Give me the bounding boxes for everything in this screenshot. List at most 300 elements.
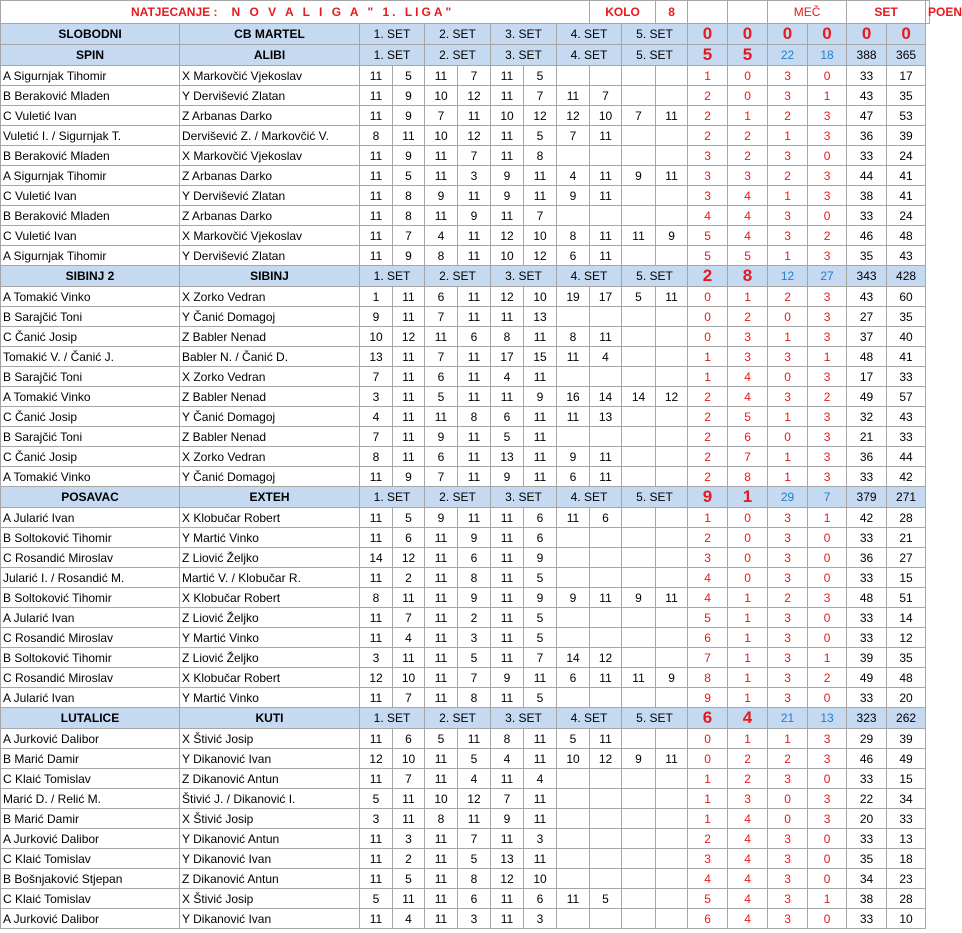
set-score: 11 <box>590 588 622 608</box>
set-score: 3 <box>393 829 425 849</box>
set-score: 9 <box>491 809 524 829</box>
set-score: 11 <box>425 648 458 668</box>
points-home: 36 <box>847 126 887 146</box>
points-away: 35 <box>887 307 926 327</box>
home-player: B Beraković Mladen <box>1 86 180 106</box>
set-score <box>656 528 688 548</box>
away-player: Z Babler Nenad <box>180 427 360 447</box>
table-row <box>1 387 930 407</box>
away-player: Y Čanić Domagoj <box>180 307 360 327</box>
set-score-home: 3 <box>768 66 808 86</box>
set-score: 9 <box>458 528 491 548</box>
set-score <box>622 508 656 528</box>
points-away: 12 <box>887 628 926 648</box>
set-score <box>622 789 656 809</box>
set-score: 11 <box>458 387 491 407</box>
points-away: 48 <box>887 668 926 688</box>
set-score: 6 <box>524 508 557 528</box>
match-score-away: 1 <box>728 287 768 307</box>
points-away: 43 <box>887 246 926 266</box>
match-score-home: 4 <box>688 206 728 226</box>
away-player: Y Čanić Domagoj <box>180 467 360 487</box>
points-away: 21 <box>887 528 926 548</box>
home-player: B Sarajčić Toni <box>1 307 180 327</box>
match-score-home: 3 <box>688 146 728 166</box>
set-score: 11 <box>524 749 557 769</box>
set-score: 11 <box>656 287 688 307</box>
match-score-away: 2 <box>728 769 768 789</box>
set-header: 5. SET <box>622 45 688 66</box>
set-home-total: 22 <box>768 45 808 66</box>
points-away: 39 <box>887 729 926 749</box>
set-score <box>590 548 622 568</box>
set-score <box>622 909 656 929</box>
set-score <box>557 909 590 929</box>
match-away-total: 4 <box>728 708 768 729</box>
set-score: 9 <box>656 668 688 688</box>
points-away: 48 <box>887 226 926 246</box>
set-score-home: 3 <box>768 688 808 708</box>
set-score <box>590 628 622 648</box>
set-score: 9 <box>425 427 458 447</box>
points-away: 33 <box>887 427 926 447</box>
set-score <box>622 769 656 789</box>
table-row <box>1 447 930 467</box>
set-home-total: 0 <box>768 24 808 45</box>
set-score: 11 <box>491 648 524 668</box>
set-score <box>656 126 688 146</box>
set-score: 11 <box>425 749 458 769</box>
match-home-total: 5 <box>688 45 728 66</box>
set-score <box>590 688 622 708</box>
home-player: C Rosandić Miroslav <box>1 668 180 688</box>
points-away-total: 262 <box>887 708 926 729</box>
set-score-away: 0 <box>808 688 847 708</box>
table-row <box>1 246 930 266</box>
points-home: 27 <box>847 307 887 327</box>
match-score-away: 4 <box>728 809 768 829</box>
set-score-away: 3 <box>808 166 847 186</box>
set-score-home: 2 <box>768 287 808 307</box>
match-score-home: 4 <box>688 568 728 588</box>
set-score: 4 <box>524 769 557 789</box>
set-score: 9 <box>393 246 425 266</box>
home-team: SLOBODNI <box>1 24 180 45</box>
set-header: 3. SET <box>491 45 557 66</box>
set-header: 3. SET <box>491 266 557 287</box>
set-score: 3 <box>524 829 557 849</box>
away-player: Y Martić Vinko <box>180 528 360 548</box>
home-player: B Beraković Mladen <box>1 146 180 166</box>
set-header: 1. SET <box>360 487 425 508</box>
away-player: Z Arbanas Darko <box>180 106 360 126</box>
match-score-away: 0 <box>728 86 768 106</box>
points-away: 14 <box>887 608 926 628</box>
set-score: 7 <box>557 126 590 146</box>
set-score: 14 <box>360 548 393 568</box>
points-home: 46 <box>847 749 887 769</box>
set-score-home: 2 <box>768 106 808 126</box>
set-score <box>656 186 688 206</box>
set-score: 5 <box>557 729 590 749</box>
set-header: 4. SET <box>557 487 622 508</box>
points-home: 21 <box>847 427 887 447</box>
set-score <box>656 86 688 106</box>
set-score <box>557 66 590 86</box>
points-away: 13 <box>887 829 926 849</box>
set-score: 12 <box>491 287 524 307</box>
points-away: 41 <box>887 347 926 367</box>
set-score: 12 <box>524 246 557 266</box>
set-score-home: 1 <box>768 729 808 749</box>
away-player: Y Dikanović Ivan <box>180 749 360 769</box>
set-score: 7 <box>425 106 458 126</box>
set-score: 9 <box>425 186 458 206</box>
home-player: C Vuletić Ivan <box>1 106 180 126</box>
set-away-total: 0 <box>808 24 847 45</box>
set-score: 7 <box>524 86 557 106</box>
set-score: 11 <box>425 909 458 929</box>
points-away: 24 <box>887 146 926 166</box>
set-score-home: 3 <box>768 769 808 789</box>
set-score: 11 <box>360 849 393 869</box>
table-row <box>1 568 930 588</box>
set-score-away: 0 <box>808 568 847 588</box>
set-header: 2. SET <box>425 708 491 729</box>
set-score: 11 <box>590 668 622 688</box>
set-score: 11 <box>491 568 524 588</box>
set-score: 11 <box>360 508 393 528</box>
set-score: 10 <box>524 869 557 889</box>
set-home-total: 21 <box>768 708 808 729</box>
set-score-home: 1 <box>768 447 808 467</box>
set-score: 9 <box>491 668 524 688</box>
match-score-home: 3 <box>688 186 728 206</box>
set-score <box>622 427 656 447</box>
table-row <box>1 789 930 809</box>
away-player: Z Arbanas Darko <box>180 206 360 226</box>
set-header: 5. SET <box>622 266 688 287</box>
set-away-total: 27 <box>808 266 847 287</box>
set-score: 11 <box>360 467 393 487</box>
set-score <box>622 869 656 889</box>
set-score-away: 3 <box>808 407 847 427</box>
away-player: Z Dikanović Antun <box>180 769 360 789</box>
points-away: 15 <box>887 769 926 789</box>
table-row <box>1 909 930 929</box>
set-score-home: 3 <box>768 226 808 246</box>
set-score: 6 <box>524 889 557 909</box>
points-home: 20 <box>847 809 887 829</box>
set-score: 11 <box>425 668 458 688</box>
points-away: 53 <box>887 106 926 126</box>
set-score <box>557 568 590 588</box>
away-team: SIBINJ <box>180 266 360 287</box>
set-score: 10 <box>491 246 524 266</box>
set-score-away: 3 <box>808 327 847 347</box>
points-home: 33 <box>847 608 887 628</box>
set-score: 10 <box>524 226 557 246</box>
set-header: 5. SET <box>622 708 688 729</box>
points-away: 17 <box>887 66 926 86</box>
set-score: 11 <box>360 829 393 849</box>
home-player: B Bošnjaković Stjepan <box>1 869 180 889</box>
round-label: KOLO <box>590 1 656 24</box>
away-player: Z Liović Željko <box>180 548 360 568</box>
set-score-away: 0 <box>808 628 847 648</box>
set-score <box>656 909 688 929</box>
points-away: 39 <box>887 126 926 146</box>
points-away: 34 <box>887 789 926 809</box>
set-score <box>590 608 622 628</box>
set-score: 11 <box>524 789 557 809</box>
match-score-away: 4 <box>728 909 768 929</box>
set-score: 11 <box>425 849 458 869</box>
table-row <box>1 146 930 166</box>
away-player: Y Dervišević Zlatan <box>180 186 360 206</box>
set-score: 9 <box>524 548 557 568</box>
points-away: 24 <box>887 206 926 226</box>
set-score: 10 <box>425 126 458 146</box>
set-score: 11 <box>491 206 524 226</box>
set-score: 6 <box>425 287 458 307</box>
table-row <box>1 628 930 648</box>
set-score <box>656 66 688 86</box>
points-home-total: 388 <box>847 45 887 66</box>
away-team: ALIBI <box>180 45 360 66</box>
match-score-away: 0 <box>728 568 768 588</box>
match-score-away: 3 <box>728 327 768 347</box>
set-score: 9 <box>622 749 656 769</box>
set-score: 8 <box>491 327 524 347</box>
match-score-away: 1 <box>728 729 768 749</box>
match-score-away: 1 <box>728 106 768 126</box>
points-away: 43 <box>887 407 926 427</box>
set-score: 11 <box>524 427 557 447</box>
points-away: 23 <box>887 869 926 889</box>
set-score: 7 <box>458 146 491 166</box>
set-score: 6 <box>458 548 491 568</box>
set-score: 12 <box>656 387 688 407</box>
set-score-away: 3 <box>808 186 847 206</box>
match-score-home: 2 <box>688 387 728 407</box>
match-score-home: 6 <box>688 909 728 929</box>
points-home: 29 <box>847 729 887 749</box>
table-row <box>1 829 930 849</box>
set-score-home: 3 <box>768 869 808 889</box>
match-away-total: 1 <box>728 487 768 508</box>
set-score-home: 1 <box>768 246 808 266</box>
set-score <box>557 688 590 708</box>
set-score-away: 3 <box>808 427 847 447</box>
set-score: 11 <box>524 166 557 186</box>
set-score: 11 <box>425 206 458 226</box>
set-score: 11 <box>524 407 557 427</box>
set-score: 12 <box>590 648 622 668</box>
points-home: 49 <box>847 387 887 407</box>
set-score <box>656 608 688 628</box>
set-score: 2 <box>393 849 425 869</box>
set-score: 8 <box>458 407 491 427</box>
points-home: 33 <box>847 146 887 166</box>
set-score: 11 <box>491 628 524 648</box>
set-score <box>557 528 590 548</box>
set-score: 4 <box>425 226 458 246</box>
set-score <box>622 86 656 106</box>
set-score: 8 <box>360 588 393 608</box>
set-score: 11 <box>360 246 393 266</box>
set-score <box>622 327 656 347</box>
match-score-home: 9 <box>688 688 728 708</box>
set-away-total: 7 <box>808 487 847 508</box>
set-score <box>590 528 622 548</box>
points-home: 33 <box>847 568 887 588</box>
set-score: 13 <box>590 407 622 427</box>
set-score: 5 <box>425 387 458 407</box>
away-player: X Štivić Josip <box>180 729 360 749</box>
set-score: 11 <box>360 186 393 206</box>
set-away-total: 18 <box>808 45 847 66</box>
set-header: 2. SET <box>425 487 491 508</box>
match-score-home: 1 <box>688 508 728 528</box>
set-score-home: 0 <box>768 307 808 327</box>
round-number: 8 <box>656 1 688 24</box>
match-home-total: 6 <box>688 708 728 729</box>
set-score <box>656 648 688 668</box>
match-score-home: 2 <box>688 126 728 146</box>
match-score-home: 0 <box>688 287 728 307</box>
set-header: 5. SET <box>622 487 688 508</box>
set-score: 10 <box>491 106 524 126</box>
set-score: 8 <box>557 226 590 246</box>
match-score-home: 0 <box>688 749 728 769</box>
set-score: 3 <box>360 648 393 668</box>
set-score: 11 <box>524 849 557 869</box>
match-score-away: 8 <box>728 467 768 487</box>
set-score-away: 1 <box>808 86 847 106</box>
set-score: 8 <box>524 146 557 166</box>
set-score-away: 3 <box>808 467 847 487</box>
points-away: 42 <box>887 467 926 487</box>
set-score-home: 0 <box>768 809 808 829</box>
set-score: 6 <box>425 367 458 387</box>
set-score: 11 <box>491 86 524 106</box>
set-score <box>656 688 688 708</box>
set-score-away: 3 <box>808 246 847 266</box>
home-player: C Vuletić Ivan <box>1 186 180 206</box>
match-score-home: 2 <box>688 86 728 106</box>
set-label: SET <box>847 1 926 24</box>
set-score: 3 <box>524 909 557 929</box>
set-score: 11 <box>360 86 393 106</box>
set-score <box>590 307 622 327</box>
table-row <box>1 889 930 909</box>
home-player: B Sarajčić Toni <box>1 427 180 447</box>
set-score-home: 3 <box>768 849 808 869</box>
set-home-total: 29 <box>768 487 808 508</box>
set-score: 19 <box>557 287 590 307</box>
set-score: 10 <box>393 749 425 769</box>
match-score-home: 1 <box>688 367 728 387</box>
set-score <box>557 869 590 889</box>
set-score: 11 <box>656 106 688 126</box>
set-header: 2. SET <box>425 24 491 45</box>
set-header: 5. SET <box>622 24 688 45</box>
set-header: 1. SET <box>360 266 425 287</box>
away-player: X Klobučar Robert <box>180 668 360 688</box>
set-score: 8 <box>360 126 393 146</box>
set-score-away: 3 <box>808 367 847 387</box>
match-home-total: 9 <box>688 487 728 508</box>
set-score: 9 <box>393 146 425 166</box>
match-score-home: 2 <box>688 407 728 427</box>
set-score <box>656 769 688 789</box>
set-score: 5 <box>458 648 491 668</box>
home-player: B Soltoković Tihomir <box>1 588 180 608</box>
set-score: 5 <box>524 126 557 146</box>
set-header: 1. SET <box>360 45 425 66</box>
set-score: 13 <box>360 347 393 367</box>
table-row <box>1 427 930 447</box>
table-row <box>1 528 930 548</box>
set-score: 11 <box>491 688 524 708</box>
set-header: 2. SET <box>425 266 491 287</box>
set-score: 11 <box>360 909 393 929</box>
set-score <box>622 849 656 869</box>
set-score <box>656 889 688 909</box>
set-score <box>656 447 688 467</box>
title-row <box>1 1 930 24</box>
set-score: 12 <box>590 749 622 769</box>
set-score: 11 <box>360 528 393 548</box>
set-score: 11 <box>360 568 393 588</box>
set-score <box>656 829 688 849</box>
set-score <box>622 628 656 648</box>
table-row <box>1 186 930 206</box>
match-score-home: 2 <box>688 427 728 447</box>
table-row <box>1 508 930 528</box>
set-score: 10 <box>590 106 622 126</box>
table-row <box>1 86 930 106</box>
match-score-home: 0 <box>688 729 728 749</box>
table-row <box>1 688 930 708</box>
set-score: 4 <box>491 749 524 769</box>
set-score <box>622 568 656 588</box>
match-score-away: 1 <box>728 608 768 628</box>
empty-cell <box>728 1 768 24</box>
set-score-home: 1 <box>768 407 808 427</box>
points-away-total: 365 <box>887 45 926 66</box>
match-score-home: 1 <box>688 769 728 789</box>
set-score-home: 3 <box>768 889 808 909</box>
points-home: 33 <box>847 769 887 789</box>
set-score <box>656 367 688 387</box>
set-score: 11 <box>524 809 557 829</box>
set-score: 11 <box>458 307 491 327</box>
set-score: 8 <box>557 327 590 347</box>
set-score-away: 0 <box>808 206 847 226</box>
set-score: 10 <box>425 789 458 809</box>
set-score <box>557 809 590 829</box>
set-score <box>590 206 622 226</box>
league-name: N O V A L I G A " 1. LIGA" <box>231 5 455 19</box>
set-score <box>656 849 688 869</box>
set-score: 17 <box>590 287 622 307</box>
set-score: 11 <box>491 126 524 146</box>
set-score: 9 <box>491 186 524 206</box>
set-score <box>557 769 590 789</box>
set-score: 11 <box>360 226 393 246</box>
